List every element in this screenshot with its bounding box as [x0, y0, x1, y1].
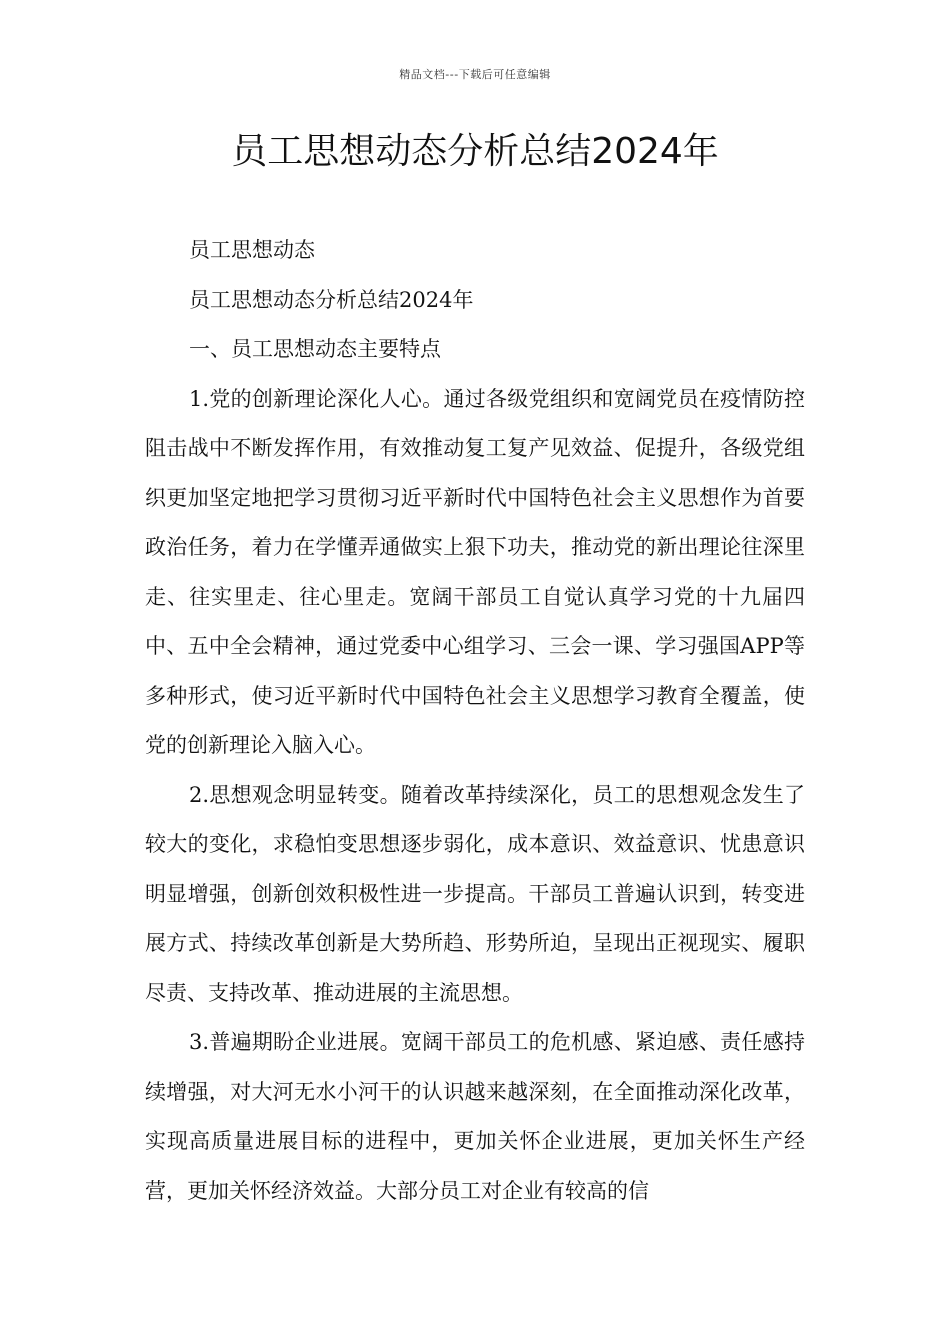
- paragraph-point-2: 2.思想观念明显转变。随着改革持续深化，员工的思想观念发生了较大的变化，求稳怕变思想逐步弱化，成本意识、效益意识、忧患意识明显增强，创新创效积极性进一步提高。干部员工普遍认识到，转变进展方式、持续改革创新是大势所趋、形势所迫，呈现出正视现实、履职尽责、支持改革、推动进展的主流思想。: [145, 782, 805, 1005]
- paragraph-subject: 员工思想动态: [189, 238, 315, 262]
- document-body: [145, 226, 805, 1216]
- paragraph-point-3: 3.普遍期盼企业进展。宽阔干部员工的危机感、紧迫感、责任感持续增强，对大河无水小河干的认识越来越深刻，在全面推动深化改革，实现高质量进展目标的进程中，更加关怀企业进展，更加关怀生产经营，更加关怀经济效益。大部分员工对企业有较高的信: [145, 1030, 805, 1203]
- document-title: 员工思想动态分析总结2024年: [231, 131, 719, 172]
- paragraph-point-1: 1.党的创新理论深化人心。通过各级党组织和宽阔党员在疫情防控阻击战中不断发挥作用，有效推动复工复产见效益、促提升，各级党组织更加坚定地把学习贯彻习近平新时代中国特色社会主义思想作为首要政治任务，着力在学懂弄通做实上狠下功夫，推动党的新出理论往深里走、往实里走、往心里走。宽阔干部员工自觉认真学习党的十九届四中、五中全会精神，通过党委中心组学习、三会一课、学习强国APP等多种形式，使习近平新时代中国特色社会主义思想学习教育全覆盖，使党的创新理论入脑入心。: [145, 386, 805, 757]
- section-heading: 一、员工思想动态主要特点: [189, 337, 441, 361]
- paragraph-subtitle: 员工思想动态分析总结2024年: [189, 287, 474, 312]
- header-note: 精品文档---下载后可任意编辑: [399, 68, 551, 81]
